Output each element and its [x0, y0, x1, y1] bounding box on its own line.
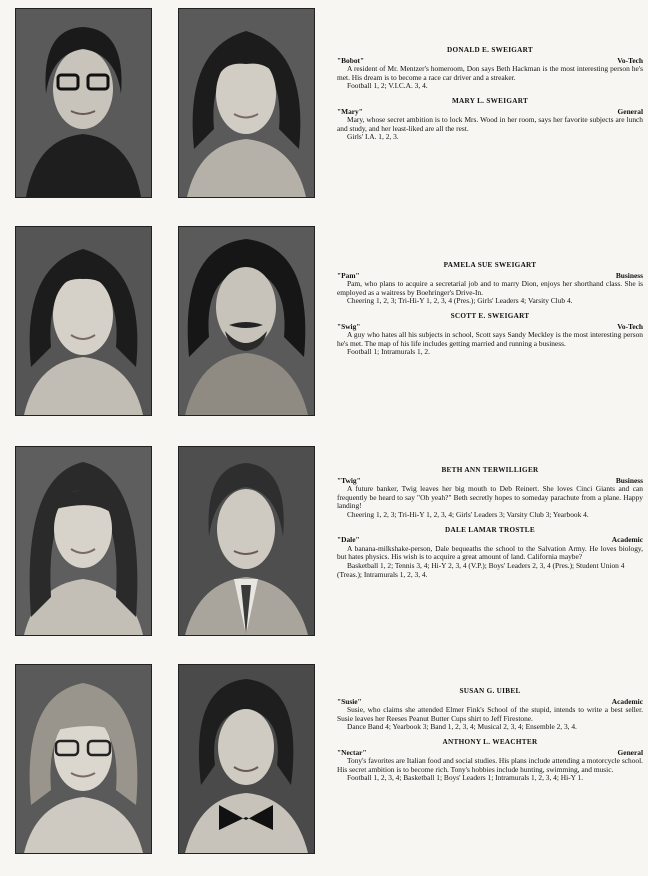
bio-block-row-3	[337, 466, 643, 585]
portrait-image	[16, 9, 151, 197]
bio-text: A resident of Mr. Mentzer's homeroom, Don says Beth Hackman is the most interesting person he's met. His dream is to become a race car driver and a streaker.	[337, 64, 643, 82]
portrait-image	[179, 227, 314, 415]
activities: Basketball 1, 2; Tennis 3, 4; Hi-Y 2, 3, 4 (V.P.); Boys' Leaders 2, 3, 4 (Pres.); Student Union 4 (Treas.); Intramurals 1, 2, 3, 4.	[337, 560, 625, 579]
portrait-photo-anthony-weachter	[178, 664, 315, 854]
bio-text: Tony's favorites are Italian food and social studies. His plans include attending a motorcycle school. His secret ambition is to become rich. Tony's hobbies include hunting, swimming, and music.	[337, 756, 643, 774]
student-name: DONALD E. SWEIGART	[446, 46, 534, 54]
nickname: "Nectar"	[337, 747, 367, 757]
bio-text: Mary, whose secret ambition is to lock Mrs. Wood in her room, says her favorite subjects are lunch and study, and her least-liked are all the rest.	[337, 115, 643, 133]
portrait-image	[179, 9, 314, 197]
activities: Dance Band 4; Yearbook 3; Band 1, 2, 3, 4; Musical 2, 3, 4; Ensemble 2, 3, 4.	[347, 722, 577, 732]
course: Business	[615, 475, 643, 485]
portrait-photo-susan-uibel	[15, 664, 152, 854]
student-name: SCOTT E. SWEIGART	[450, 311, 530, 320]
course: General	[617, 747, 643, 757]
activities: Cheering 1, 2, 3; Tri-Hi-Y 1, 2, 3, 4 (Pres.); Girls' Leaders 4; Varsity Club 4.	[347, 296, 573, 306]
bio-text: A banana-milkshake-person, Dale bequeaths the school to the Salvation Army. He loves biology, but hates physics. His wish is to acquire a great amount of land. California maybe?	[337, 543, 643, 562]
activities: Football 1, 2; V.I.C.A. 3, 4.	[347, 81, 428, 91]
portrait-image	[179, 447, 314, 635]
bio-text: Pam, who plans to acquire a secretarial job and to marry Dion, enjoys her shorthand class. She is employed as a waitress by Boehringer's Drive-In.	[337, 279, 643, 297]
bio-block-row-1	[337, 46, 643, 148]
activities: Girls' I.A. 1, 2, 3.	[347, 132, 399, 142]
portrait-image	[16, 447, 151, 635]
bio-entry	[337, 97, 643, 142]
student-name: PAMELA SUE SWEIGART	[443, 261, 537, 269]
bio-block-row-2	[337, 261, 643, 363]
student-name: MARY L. SWEIGART	[451, 96, 529, 105]
portrait-photo-donald-sweigart	[15, 8, 152, 198]
portrait-photo-mary-sweigart	[178, 8, 315, 198]
course: Vo-Tech	[617, 55, 643, 65]
course: Academic	[611, 535, 643, 545]
bio-entry	[337, 687, 643, 732]
nickname: "Mary"	[337, 106, 363, 116]
portrait-photo-pamela-sweigart	[15, 226, 152, 416]
student-name: SUSAN G. UIBEL	[459, 687, 521, 695]
bio-entry	[337, 46, 643, 91]
portrait-image	[16, 227, 151, 415]
bio-block-row-4	[337, 687, 643, 789]
course: General	[617, 106, 643, 116]
nickname: "Swig"	[337, 321, 361, 331]
bio-text: Susie, who claims she attended Elmer Fink's School of the stupid, intends to write a best seller. Susie leaves her Reeses Peanut Butter Cups shirt to Jeff Firestone.	[337, 705, 643, 723]
portrait-image	[16, 665, 151, 853]
portrait-photo-scott-sweigart	[178, 226, 315, 416]
bio-text: A guy who hates all his subjects in school, Scott says Sandy Meckley is the most interesting person he's met. The map of his life includes getting married and running a business.	[337, 330, 643, 348]
student-name: BETH ANN TERWILLIGER	[441, 466, 539, 474]
bio-text: A future banker, Twig leaves her big mouth to Deb Reinert. She loves Cinci Giants and can frequently be heard to say "Oh yeah?" Beth secretly hopes to someday parachute from a plane. Happy landing!	[337, 484, 643, 511]
student-name: DALE LAMAR TROSTLE	[445, 525, 535, 534]
bio-entry	[337, 526, 643, 580]
nickname: "Bobot"	[337, 55, 365, 65]
activities: Football 1, 2, 3, 4; Basketball 1; Boys' Leaders 1; Intramurals 1, 2, 3, 4; Hi-Y 1.	[347, 773, 584, 783]
student-name: ANTHONY L. WEACHTER	[442, 737, 538, 746]
nickname: "Dale"	[337, 535, 360, 545]
activities: Cheering 1, 2, 3; Tri-Hi-Y 1, 2, 3, 4; Girls' Leaders 3; Varsity Club 3; Yearbook 4.	[347, 509, 589, 519]
portrait-photo-beth-terwilliger	[15, 446, 152, 636]
activities: Football 1; Intramurals 1, 2.	[347, 347, 430, 357]
course: Vo-Tech	[617, 321, 643, 331]
nickname: "Pam"	[337, 270, 360, 280]
bio-entry	[337, 261, 643, 306]
nickname: "Susie"	[337, 696, 362, 706]
course: Business	[615, 270, 643, 280]
bio-entry	[337, 738, 643, 783]
course: Academic	[611, 696, 643, 706]
portrait-photo-dale-trostle	[178, 446, 315, 636]
portrait-image	[179, 665, 314, 853]
bio-entry	[337, 312, 643, 357]
bio-entry	[337, 466, 643, 520]
nickname: "Twig"	[337, 475, 361, 485]
